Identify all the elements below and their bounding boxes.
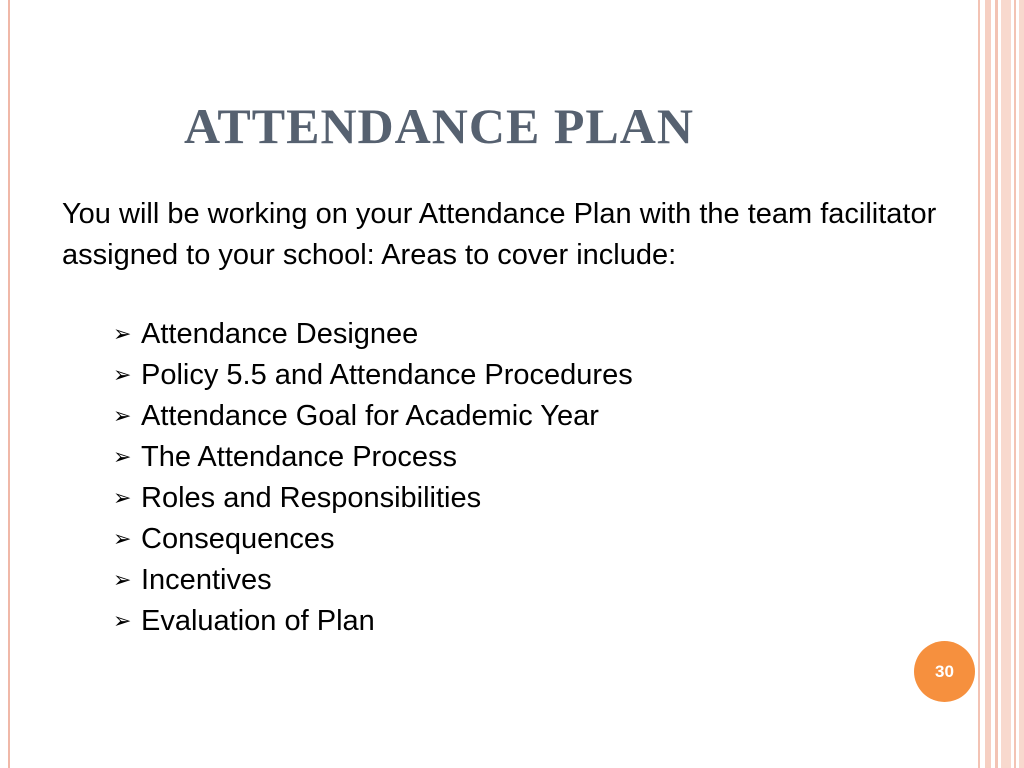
arrow-bullet-icon: ➢ [113,321,132,347]
page-number-badge: 30 [914,641,975,702]
arrow-bullet-icon: ➢ [113,526,132,552]
bullet-text: Evaluation of Plan [141,605,375,637]
right-border-stripe [978,0,980,768]
bullet-item [113,396,633,437]
bullet-item [113,437,633,478]
bullet-text: Incentives [141,564,272,596]
bullet-item [113,601,633,642]
bullet-item [113,519,633,560]
left-border-line [8,0,10,768]
bullet-item [113,478,633,519]
arrow-bullet-icon: ➢ [113,485,132,511]
arrow-bullet-icon: ➢ [113,608,132,634]
bullet-text: The Attendance Process [141,441,457,473]
arrow-bullet-icon: ➢ [113,567,132,593]
slide-title: ATTENDANCE PLAN [184,98,694,154]
bullet-text: Consequences [141,523,335,555]
arrow-bullet-icon: ➢ [113,362,132,388]
arrow-bullet-icon: ➢ [113,403,132,429]
bullet-text: Roles and Responsibilities [141,482,482,514]
right-border-stripe [995,0,998,768]
right-border-stripe [1001,0,1011,768]
bullet-item [113,355,633,396]
bullet-list [113,314,633,642]
right-border-stripe [1014,0,1016,768]
bullet-item [113,314,633,355]
right-border-stripe [1019,0,1024,768]
intro-text: You will be working on your Attendance Plan with the team facilitator assigned to your school: Areas to cover include: [62,198,937,271]
bullet-item [113,560,633,601]
bullet-text: Policy 5.5 and Attendance Procedures [141,359,633,391]
right-border-stripe [985,0,991,768]
bullet-text: Attendance Designee [141,318,419,350]
arrow-bullet-icon: ➢ [113,444,132,470]
bullet-text: Attendance Goal for Academic Year [141,400,599,432]
